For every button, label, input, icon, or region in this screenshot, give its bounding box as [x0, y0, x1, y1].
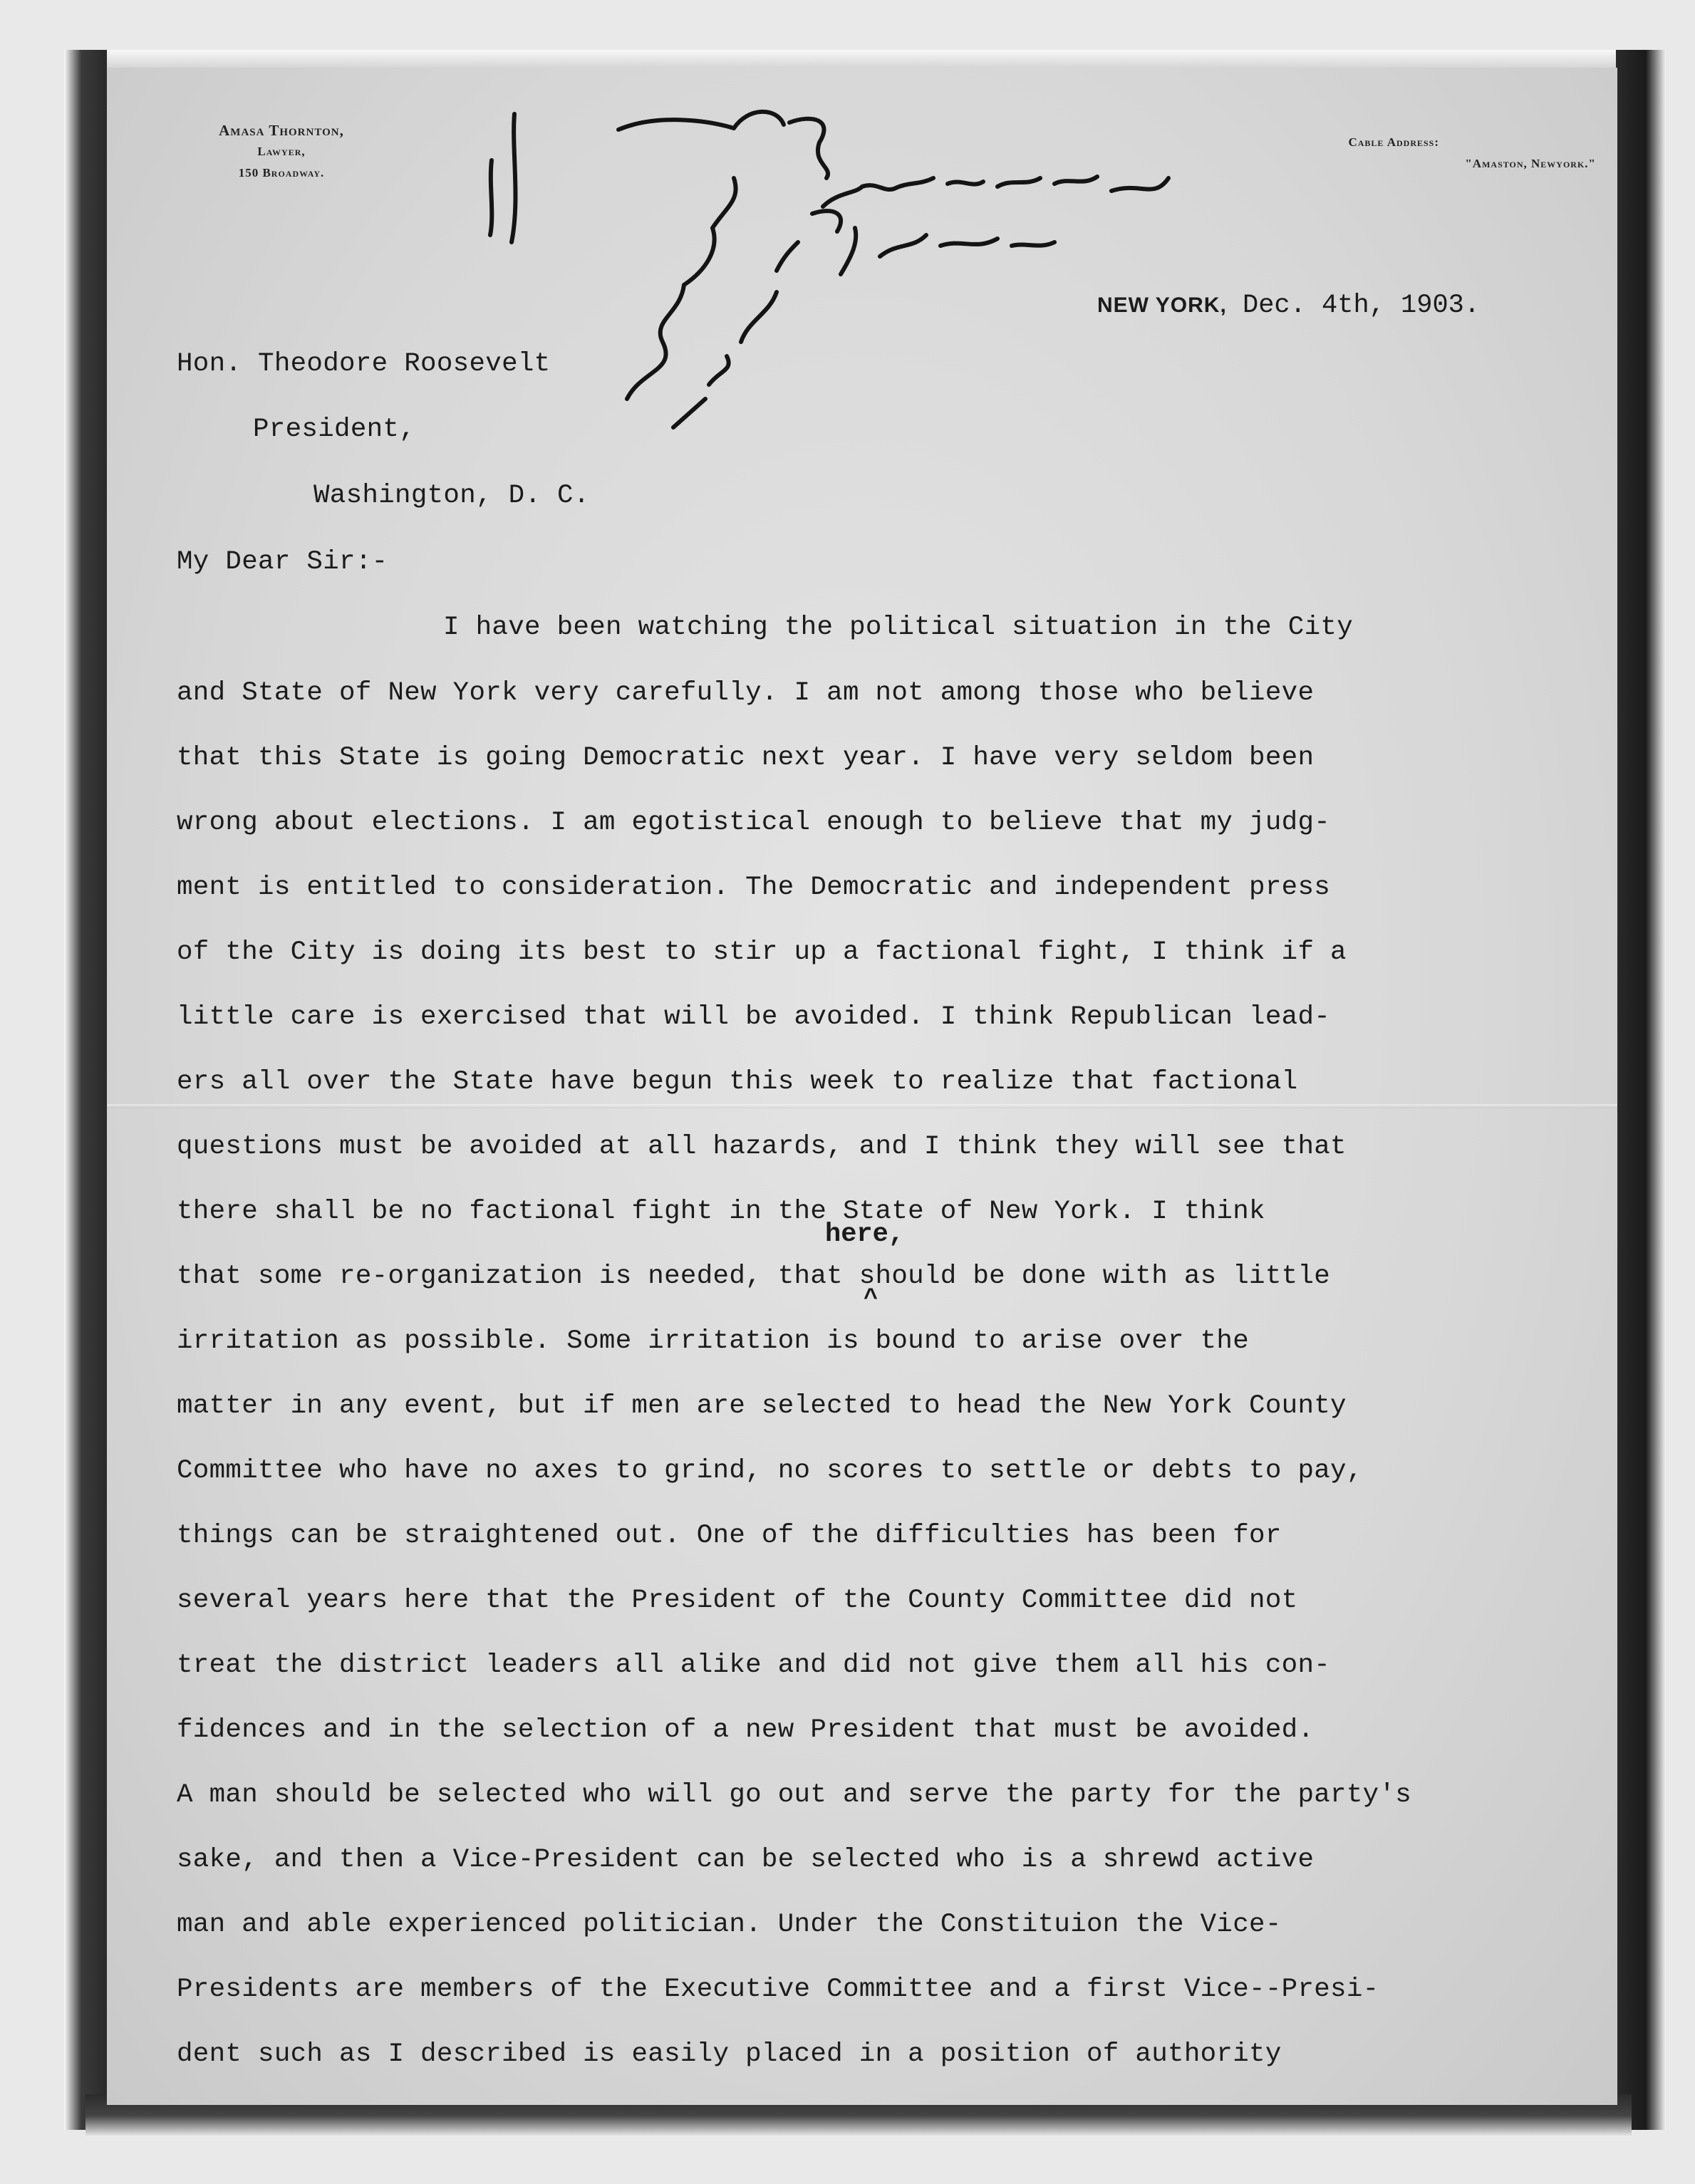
body-line-15: things can be straightened out. One of the difficulties has been for — [177, 1521, 1282, 1551]
body-line-12: irritation as possible. Some irritation is bound to arise over the — [177, 1326, 1250, 1356]
place-date-line — [1097, 291, 1480, 321]
letter-date: Dec. 4th, 1903. — [1243, 291, 1481, 321]
letterhead-title: Lawyer, — [257, 145, 306, 158]
insertion-caret: ^ — [864, 1286, 878, 1313]
body-line-9: questions must be avoided at all hazards, and I think they will see that — [177, 1132, 1347, 1162]
salutation: My Dear Sir:- — [177, 547, 388, 577]
addressee-name: Hon. Theodore Roosevelt — [177, 349, 551, 379]
handwritten-insertion: here, — [825, 1220, 905, 1249]
place-city: NEW YORK, — [1097, 293, 1227, 317]
body-line-18: fidences and in the selection of a new President that must be avoided. — [177, 1715, 1315, 1745]
body-line-21: man and able experienced politician. Under the Constituion the Vice- — [177, 1910, 1282, 1940]
body-line-11: that some re-organization is needed, that should be done with as little — [177, 1262, 1331, 1291]
body-line-13: matter in any event, but if men are selected to head the New York County — [177, 1391, 1347, 1421]
addressee-location: Washington, D. C. — [313, 481, 590, 511]
paper-fold-line — [107, 1104, 1617, 1108]
addressee-title: President, — [253, 415, 416, 444]
letterhead-address: 150 Broadway. — [238, 166, 325, 180]
body-line-3: that this State is going Democratic next year. I have very seldom been — [177, 743, 1315, 773]
letterhead-name: Amasa Thornton, — [219, 122, 344, 139]
handwritten-annotations — [0, 0, 1695, 641]
body-line-16: several years here that the President of the County Committee did not — [177, 1586, 1298, 1616]
body-line-22: Presidents are members of the Executive Committee and a first Vice--Presi- — [177, 1975, 1379, 2004]
body-line-1: I have been watching the political situation in the City — [443, 613, 1354, 643]
body-line-5: ment is entitled to consideration. The Democratic and independent press — [177, 873, 1331, 903]
body-line-7: little care is exercised that will be avoided. I think Republican lead- — [177, 1002, 1331, 1032]
handwritten-ackd-note — [490, 112, 1168, 427]
body-line-14: Committee who have no axes to grind, no scores to settle or debts to pay, — [177, 1456, 1363, 1486]
body-line-4: wrong about elections. I am egotistical enough to believe that my judg- — [177, 808, 1331, 838]
body-line-10: there shall be no factional fight in the State of New York. I think — [177, 1197, 1265, 1227]
body-line-20: sake, and then a Vice-President can be selected who is a shrewd active — [177, 1845, 1315, 1875]
body-line-19: A man should be selected who will go out and serve the party for the party's — [177, 1780, 1412, 1810]
body-line-6: of the City is doing its best to stir up a factional fight, I think if a — [177, 937, 1347, 967]
body-line-8: ers all over the State have begun this week to realize that factional — [177, 1067, 1298, 1097]
body-line-2: and State of New York very carefully. I am not among those who believe — [177, 678, 1315, 708]
body-line-23: dent such as I described is easily placed in a position of authority — [177, 2039, 1282, 2069]
cable-address-label: Cable Address: — [1348, 135, 1439, 149]
body-line-17: treat the district leaders all alike and did not give them all his con- — [177, 1650, 1331, 1680]
cable-address-value: "Amaston, Newyork." — [1465, 157, 1596, 170]
